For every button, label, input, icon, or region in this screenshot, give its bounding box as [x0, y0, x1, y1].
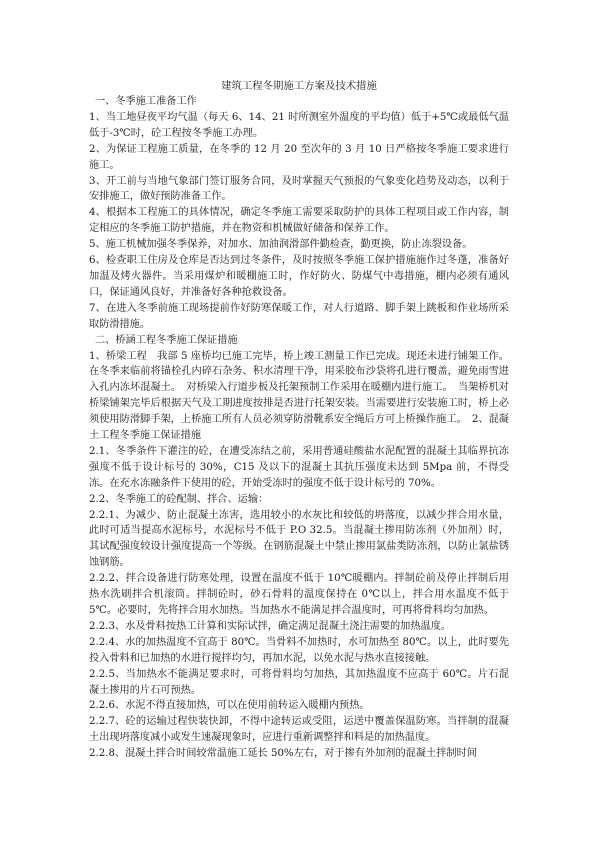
paragraph: 2.2.5、当加热水不能满足要求时，可将骨料均匀加热，其加热温度不应高于 60℃。片石混凝土掺用的片石可预热。 — [89, 668, 509, 696]
document-body — [89, 78, 509, 762]
paragraph: 2.1、冬季条件下灌注的砼，在遭受冻结之前，采用普通硅酸盐水泥配置的混凝土其临界抗冻强度不低于设计标号的 30%，C15 及以下的混凝土其抗压强度未达到 5Mpa 前，不得受冻。在充水冻融条件下使用的砼，开始受冻时的强度不低于设计标号的 70%。 — [89, 445, 509, 489]
paragraph: 3、开工前与当地气象部门签订服务合同，及时掌握天气预报的气象变化趋势及动态，以利于安排施工，做好预防准备工作。 — [89, 175, 509, 203]
paragraph: 2.2、冬季施工的砼配制、拌合、运输： — [89, 493, 269, 505]
paragraph: 5、施工机械加强冬季保养，对加水、加油润滑部件勤检查，勤更换，防止冻裂设备。 — [89, 239, 473, 251]
paragraph: 1、当工地昼夜平均气温（每天 6、14、21 时所测室外温度的平均值）低于+5℃或最低气温低于-3℃时，砼工程按冬季施工办理。 — [89, 111, 509, 139]
paragraph: 2.2.2、拌合设备进行防寒处理，设置在温度不低于 10℃暖棚内。拌制砼前及停止拌制后用热水洗刷拌合机滚筒。拌制砼时，砂石骨料的温度保持在 0℃以上，拌合用水温度不低于 5℃。必要时，先将拌合用水加热。当加热水不能满足拌合温度时，可再将骨料均匀加热。 — [89, 573, 509, 616]
section-heading: 二、桥涵工程冬季施工保证措施 — [95, 334, 238, 346]
paragraph: 2.2.8、混凝土拌合时间较常温施工延长 50%左右，对于掺有外加剂的混凝土拌制时间 — [89, 748, 477, 760]
paragraph: 2.2.7、砼的运输过程快装快卸，不得中途转运或受阻，运送中覆盖保温防寒。当拌制的混凝土出现坍落度减小或发生速凝现象时，应进行重新调整拌和料是的加热温度。 — [89, 716, 509, 744]
paragraph: 1、桥梁工程 我部 5 座桥均已施工完毕，桥上竣工测量工作已完成。现还未进行铺架工作。在冬季来临前将锚栓孔内碎石杂务、积水清理干净，用采胶布沙袋将孔进行覆盖，避免雨雪进入孔内冻坏混凝土。 对桥梁入行道步板及托架预制工作采用在暖棚内进行施工。 当架桥机对桥梁铺架完毕后根据天气及工期进度按排是否进行托架安装。当需要进行安装施工时，桥上必须使用防滑脚手架，上桥施工所有人员必须穿防滑靴系安全绳后方可上桥操作施工。 2、混凝土工程冬季施工保证措施 — [89, 350, 509, 442]
paragraph: 2.2.6、水泥不得直接加热，可以在使用前转运入暖棚内预热。 — [89, 700, 370, 712]
paragraph-list — [89, 94, 509, 762]
paragraph: 2.2.3、水及骨料按热工计算和实际试拌，确定满足混凝土浇注需要的加热温度。 — [89, 620, 452, 632]
paragraph: 2.2.4、水的加热温度不宜高于 80℃。当骨料不加热时，水可加热至 80℃。以上，此时要先投入骨料和已加热的水进行搅拌均匀，再加水泥，以免水泥与热水直接接触。 — [89, 636, 509, 664]
document-title: 建筑工程冬期施工方案及技术措施 — [221, 80, 377, 92]
paragraph: 2.2.1、为减少、防止混凝土冻害，选用较小的水灰比和较低的坍落度，以减少拌合用水量，此时可适当提高水泥标号，水泥标号不低于 P.O 32.5。当混凝土掺用防冻剂（外加剂）时，其试配强度较设计强度提高一个等级。在钢筋混凝土中禁止掺用氯盐类防冻剂，以防止氯盐锈蚀钢筋。 — [89, 509, 509, 569]
section-heading: 一、冬季施工准备工作 — [95, 96, 197, 107]
paragraph: 6、检查职工住房及仓库是否达到过冬条件，及时按照冬季施工保护措施施作过冬蓬，准备好加温及烤火器件。当采用煤炉和暖棚施工时，作好防火、防煤气中毒措施，棚内必须有通风口，保证通风良好，并准备好各种抢救设备。 — [89, 255, 509, 298]
paragraph: 4、根据本工程施工的具体情况，确定冬季施工需要采取防护的具体工程项目或工作内容，制定相应的冬季施工防护措施，并在物资和机械做好储备和保养工作。 — [89, 207, 509, 235]
paragraph: 7、在进入冬季前施工现场提前作好防寒保暖工作，对人行道路、脚手架上跳板和作业场所采取防滑措施。 — [89, 302, 509, 330]
paragraph: 2、为保证工程施工质量，在冬季的 12 月 20 至次年的 3 月 10 日严格按冬季施工要求进行施工。 — [89, 143, 509, 171]
